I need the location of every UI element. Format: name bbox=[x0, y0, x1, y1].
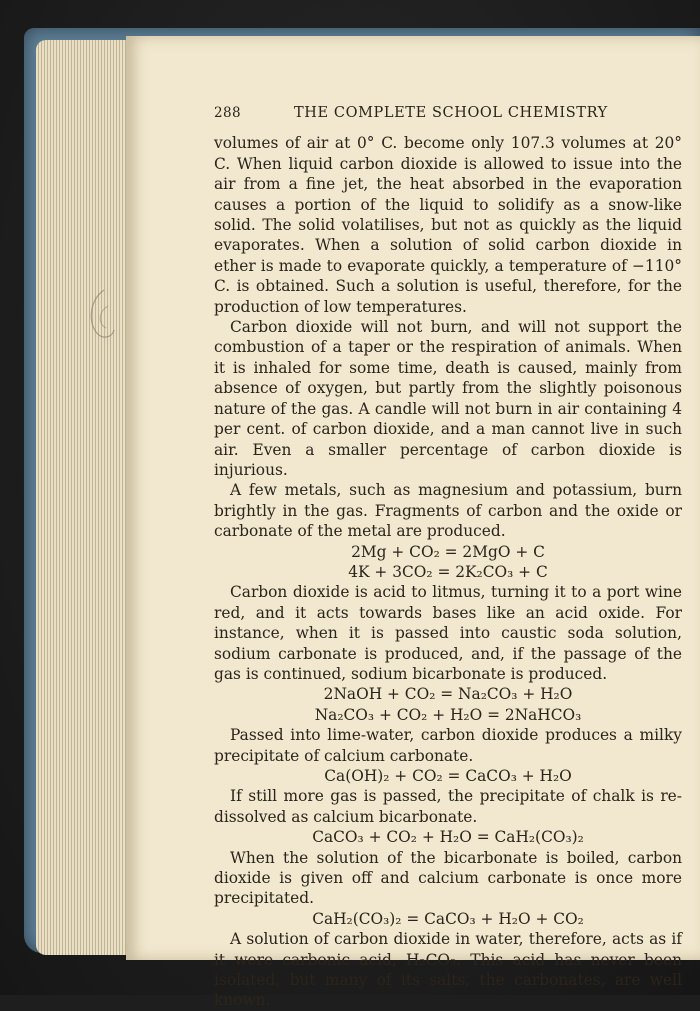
page-header bbox=[214, 103, 682, 123]
paragraph: A solution of carbon dioxide in water, therefore, acts as if it were carbonic acid, H₂CO₃. This acid has never been isolated, but many of its salts, the carbonates, are well known. bbox=[214, 930, 682, 1010]
paragraph: When the solution of the bicarbonate is boiled, carbon dioxide is given off and calcium carbonate is once more precipitated. bbox=[214, 848, 682, 908]
paragraph: If still more gas is passed, the precipitate of chalk is re-dissolved as calcium bicarbonate. bbox=[214, 787, 682, 826]
page-edges bbox=[36, 40, 136, 955]
equation: 4K + 3CO₂ = 2K₂CO₃ + C bbox=[348, 562, 548, 581]
equation: CaCO₃ + CO₂ + H₂O = CaH₂(CO₃)₂ bbox=[312, 828, 584, 847]
equation: CaH₂(CO₃)₂ = CaCO₃ + H₂O + CO₂ bbox=[312, 909, 584, 928]
paragraph: Carbon dioxide will not burn, and will not support the combustion of a taper or the respiration of animals. When it is inhaled for some time, death is caused, mainly from absence of oxygen, but partly from the slightly poisonous nature of the gas. A candle will not burn in air containing 4 per cent. of carbon dioxide, and a man cannot live in such air. Even a smaller percentage of carbon dioxide is injurious. bbox=[214, 318, 682, 479]
pencil-mark-icon bbox=[82, 286, 122, 346]
equation: 2NaOH + CO₂ = Na₂CO₃ + H₂O bbox=[323, 685, 573, 704]
equation: Ca(OH)₂ + CO₂ = CaCO₃ + H₂O bbox=[324, 767, 572, 785]
paragraph: A few metals, such as magnesium and potassium, burn brightly in the gas. Fragments of carbon and the oxide or carbonate of the metal are produced. bbox=[214, 481, 682, 541]
equation: 2Mg + CO₂ = 2MgO + C bbox=[351, 542, 545, 561]
equation: Na₂CO₃ + CO₂ + H₂O = 2NaHCO₃ bbox=[314, 705, 582, 724]
page-number: 288 bbox=[214, 105, 241, 121]
paragraph: volumes of air at 0° C. become only 107.3 volumes at 20° C. When liquid carbon dioxide is allowed to issue into the air from a fine jet, the heat absorbed in the evaporation causes a portion of the liquid to solidify as a snow-like solid. The solid volatilises, but not as quickly as the liquid evaporates. When a solution of solid carbon dioxide in ether is made to evaporate quickly, a temperature of −110° C. is obtained. Such a solution is useful, therefore, for the production of low temperatures. bbox=[214, 134, 682, 316]
running-title: THE COMPLETE SCHOOL CHEMISTRY bbox=[294, 105, 608, 121]
page-text bbox=[214, 103, 682, 1011]
paragraph: Carbon dioxide is acid to litmus, turning it to a port wine red, and it acts towards bases like an acid oxide. For instance, when it is passed into caustic soda solution, sodium carbonate is produced, and, if the passage of the gas is continued, sodium bicarbonate is produced. bbox=[214, 583, 682, 683]
paragraph: Passed into lime-water, carbon dioxide produces a milky precipitate of calcium carbonate. bbox=[214, 726, 682, 765]
